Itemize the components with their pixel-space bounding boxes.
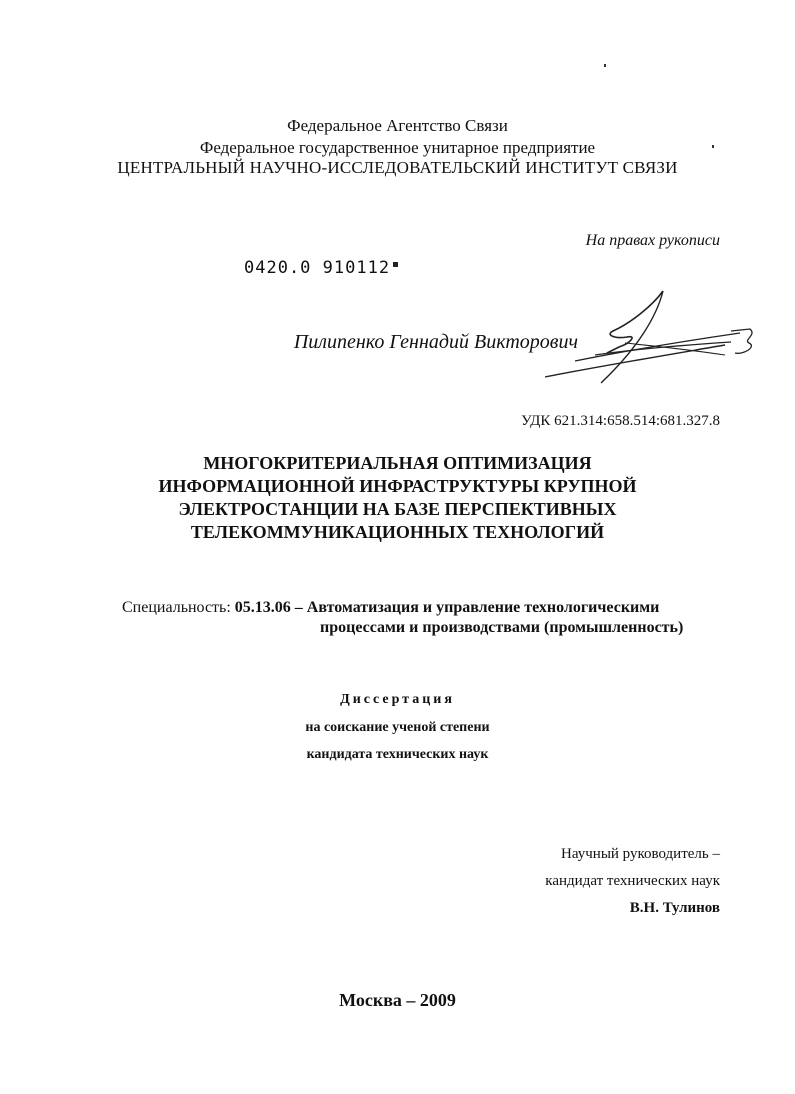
supervisor-degree: кандидат технических наук <box>545 873 720 889</box>
author-signature <box>535 285 765 390</box>
dissertation-title <box>0 452 795 544</box>
degree-line-2: кандидата технических наук <box>306 747 489 762</box>
registration-mark <box>393 262 398 267</box>
enterprise-type: Федеральное государственное унитарное предприятие <box>199 138 596 157</box>
title-line: ТЕЛЕКОММУНИКАЦИОННЫХ ТЕХНОЛОГИЙ <box>190 522 605 542</box>
dissertation-heading: Диссертация <box>340 692 455 707</box>
title-line: ЭЛЕКТРОСТАНЦИИ НА БАЗЕ ПЕРСПЕКТИВНЫХ <box>178 499 617 519</box>
supervisor-role: Научный руководитель – <box>561 846 720 862</box>
supervisor-name: В.Н. Тулинов <box>629 900 720 916</box>
specialty <box>122 597 732 619</box>
registration-number <box>244 258 398 278</box>
city-year: Москва – 2009 <box>339 990 456 1010</box>
specialty-name-continued: процессами и производствами (промышленность) <box>320 619 684 636</box>
degree-line-1: на соискание ученой степени <box>305 720 490 735</box>
title-line: ИНФОРМАЦИОННОЙ ИНФРАСТРУКТУРЫ КРУПНОЙ <box>158 476 637 496</box>
registration-number-text: 0420.0 910112 <box>244 258 391 278</box>
udk-code: УДК 621.314:658.514:681.327.8 <box>521 413 720 429</box>
rights-note: На правах рукописи <box>585 232 720 249</box>
title-line: МНОГОКРИТЕРИАЛЬНАЯ ОПТИМИЗАЦИЯ <box>203 453 592 473</box>
institute-name: ЦЕНТРАЛЬНЫЙ НАУЧНО-ИССЛЕДОВАТЕЛЬСКИЙ ИНСТИТУТ СВЯЗИ <box>117 158 678 177</box>
scan-speck <box>604 64 606 67</box>
agency-name: Федеральное Агентство Связи <box>287 116 508 135</box>
specialty-code-name: 05.13.06 – Автоматизация и управление технологическими <box>234 599 660 616</box>
author-name: Пилипенко Геннадий Викторович <box>293 331 578 353</box>
specialty-label: Специальность: <box>122 599 231 616</box>
